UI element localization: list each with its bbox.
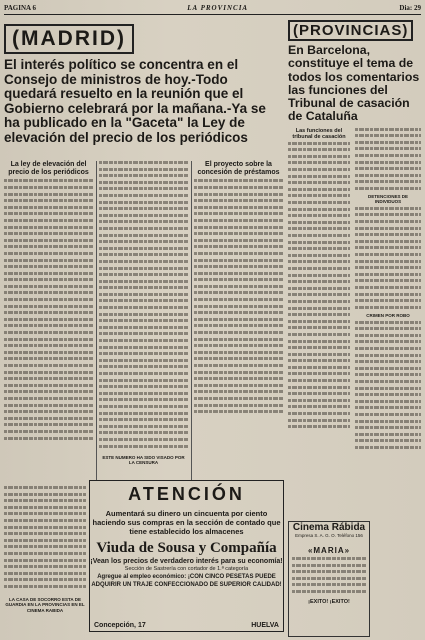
column-2 [99,161,188,466]
ad-footer [94,622,279,629]
sub-headline-prices: La ley de elevación del precio de los periódicos [8,161,89,176]
provincias-col-a [288,128,350,432]
cinema-company: Empresa S. A. G. O. Teléfono 156 [295,533,363,538]
date-label: Dia: 29 [399,4,421,12]
first-aid-notice: LA CASA DE SOCORRO ESTA DE GUARDIA EN LA PROVINCIAS EN EL CINEMA RABIDA [5,596,85,613]
page-label: PAGINA 6 [4,4,36,12]
cinema-film-title: «MARIA» [307,546,351,555]
sub-headline-tribunal: Las funciones del tribunal de casación [292,127,346,140]
article-body [4,179,93,442]
provincias-section [288,16,421,605]
cinema-success: ¡EXITO! ¡EXITO! [308,598,350,605]
provincias-col-b [355,128,421,452]
cinema-title: Cinema Rábida [292,522,366,533]
madrid-headline: El interés político se concentra en el Consejo de ministros de hoy.-Todo quedará resuelto en la reunión que el Gobierno celebrará por la mañana.-Ya se ha publicado en la "Gaceta" la Ley de elevación del precio de los periódicos [4,57,266,145]
provincias-title: (PROVINCIAS) [288,20,413,41]
ad-section: Sección de Sastrería con cortador de 1.ª categoría [124,566,249,572]
sub-headline-crime: CRIMEN POR ROBO [366,312,410,318]
column-1 [4,161,93,443]
advertisement-box [89,480,284,632]
cinema-ad [288,521,370,637]
ad-title: ATENCIÓN [128,484,245,504]
ad-offer: Agregue al empleo económico: ¡CON CINCO PESETAS PUEDE ADQUIRIR UN TRAJE CONFECCIONADO DE SUPERIOR CALIDAD! [91,574,282,588]
left-notice-block [4,486,86,613]
ad-address: Concepción, 17 [94,622,146,629]
ad-tagline: ¡Vean los precios de verdadero interés para su economía! [90,558,283,565]
censorship-note: ESTE NUMERO HA SIDO VISADO POR LA CENSURA [102,454,185,466]
page-header [4,2,421,15]
masthead: LA PROVINCIA [187,4,249,12]
column-3 [194,161,283,417]
ad-intro: Aumentará su dinero un cincuenta por ciento haciendo sus compras en la sección de contado que tiene establecido los almacenes [92,509,281,536]
sub-headline-loans: El proyecto sobre la concesión de préstamos [197,161,280,176]
ad-city: HUELVA [251,622,279,629]
sub-headline-arrests: DETENCIONES DE INDIVIDUOS [367,193,408,204]
madrid-title: (MADRID) [4,24,134,54]
provincias-headline: En Barcelona, constituye el tema de todos los comentarios las funciones del Tribunal de casación de Cataluña [288,43,420,124]
madrid-columns [4,161,284,481]
ad-brand: Viuda de Sousa y Compañía [96,540,277,556]
